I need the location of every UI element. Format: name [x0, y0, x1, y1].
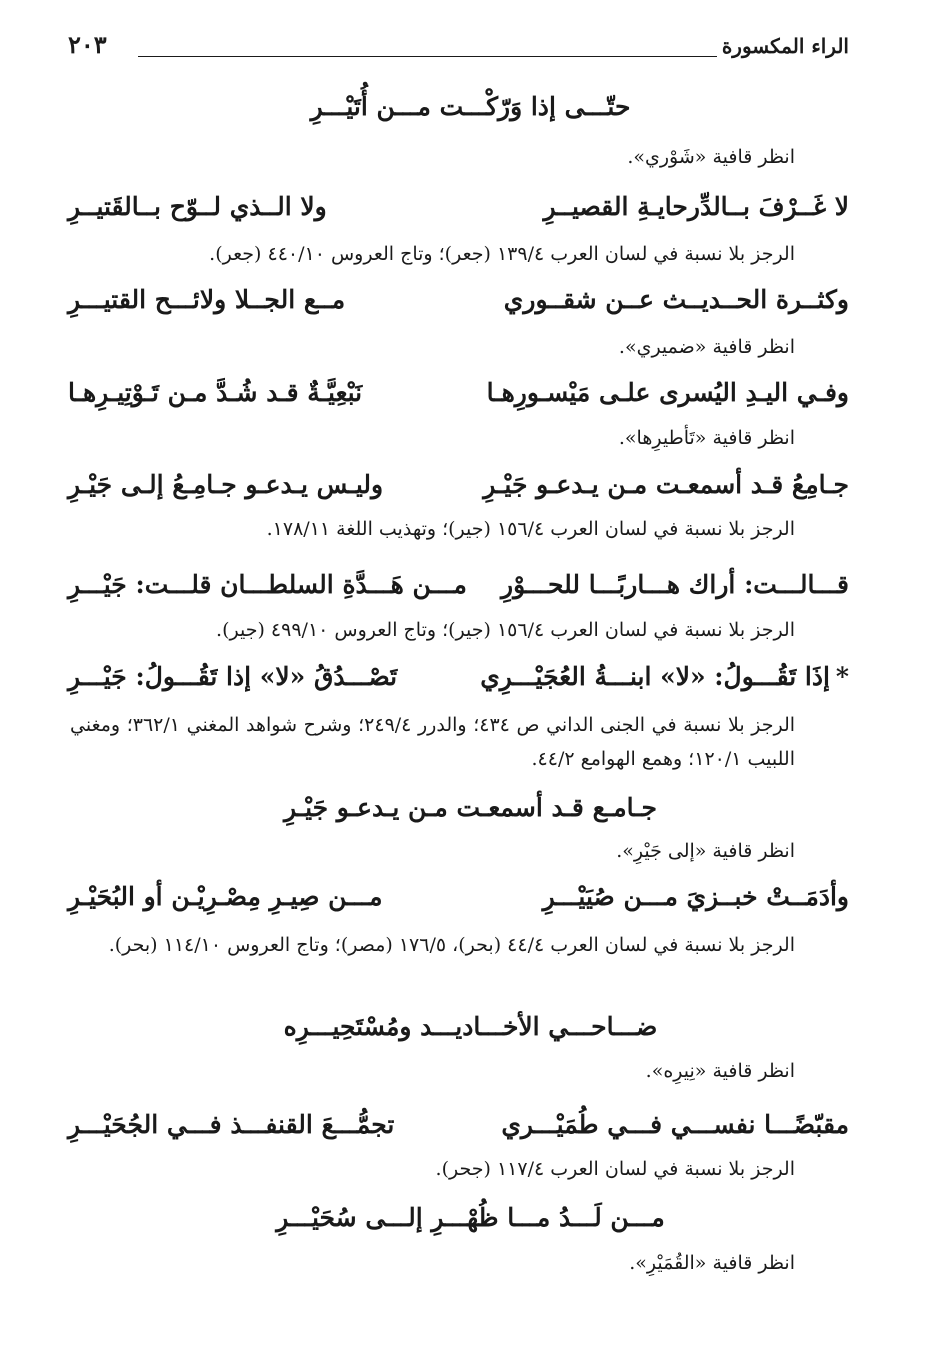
source-note	[70, 928, 795, 962]
second-hemistich: ولا الــذي لــوّح بــالقَتيــرِ	[68, 192, 327, 221]
verse-single	[0, 793, 941, 822]
chapter-title: الراء المكسورة	[721, 34, 849, 58]
note-text: الرجز بلا نسبة في لسان العرب ١٣٩/٤ (جعر)؛ وتاج العروس ٤٤٠/١٠ (جعر).	[209, 243, 795, 265]
running-header	[68, 30, 849, 66]
verse-couplet-starred	[68, 662, 849, 698]
verse-single	[0, 92, 941, 121]
verse-couplet	[68, 285, 849, 321]
first-hemistich: مقبّضًـــا نفســـي فـــي طُمَيْـــري	[501, 1110, 849, 1139]
note-text: الرجز بلا نسبة في الجنى الداني ص ٤٣٤؛ والدرر ٢٤٩/٤؛ وشرح شواهد المغني ٣٦٢/١؛ ومغني اللبيب ١٢٠/١؛ وهمع الهوامع ٤٤/٢.	[70, 714, 796, 770]
second-hemistich: نَبْعِيَّـةٌ قـد شُـدَّ مـن تَـوْتِيـرِهـا	[68, 378, 363, 407]
first-hemistich: وفـي اليـدِ اليُسرى علـى مَيْسـورِهـا	[486, 378, 849, 407]
second-hemistich: مــع الجــلا ولائـــح القتيـــرِ	[68, 285, 346, 314]
note-text: انظر قافية «القُمَيْرِ».	[629, 1252, 795, 1274]
verse-couplet	[68, 378, 849, 414]
asterisk-mark: *	[835, 662, 849, 691]
source-note	[70, 243, 795, 265]
cross-reference-note	[70, 1060, 795, 1082]
verse-text: جـامـع قـد أسمعـت مـن يـدعـو جَيْـرِ	[283, 793, 658, 822]
note-text: انظر قافية «إلى جَيْرِ».	[616, 840, 795, 862]
first-hemistich: جـامِعُ قـد أسمعـت مـن يـدعـو جَيْـرِ	[483, 470, 849, 499]
verse-single	[0, 1203, 941, 1232]
first-hemistich: وأدَمَــتْ خبــزيَ مـــن صُيَيْـــرِ	[542, 882, 849, 911]
source-note	[70, 708, 795, 776]
first-hemistich: لا غَــرْفَ بــالدِّرحايـةِ القصيــرِ	[543, 192, 849, 221]
note-text: الرجز بلا نسبة في لسان العرب ١٥٦/٤ (جير)؛ وتاج العروس ٤٩٩/١٠ (جير).	[216, 619, 795, 641]
source-note	[70, 619, 795, 641]
cross-reference-note	[70, 146, 795, 168]
second-hemistich: مـــن صِيـرِ مِصْـرِيْـن أو البُحَيْـرِ	[68, 882, 383, 911]
note-text: الرجز بلا نسبة في لسان العرب ١١٧/٤ (جحر).	[435, 1158, 795, 1180]
cross-reference-note	[70, 427, 795, 449]
source-note	[70, 1158, 795, 1180]
first-hemistich	[480, 662, 849, 691]
second-hemistich: تَصْـــدُقُ «لا» إذا تَقُـــولُ: جَيْـــرِ	[68, 662, 398, 691]
verse-text: ضـــاحـــي الأخـــاديـــد ومُسْتَحِيـــرِه	[283, 1012, 658, 1041]
header-rule	[138, 56, 717, 57]
verse-couplet	[68, 470, 849, 506]
source-note	[70, 518, 795, 540]
verse-couplet	[68, 1110, 849, 1146]
cross-reference-note	[70, 1252, 795, 1274]
note-text: انظر قافية «تَأطيرِها».	[618, 427, 795, 449]
second-hemistich: مـــن هَـــدَّةِ السلطـــان قلـــت: جَيْـــرِ	[68, 570, 467, 599]
verse-single	[0, 1012, 941, 1041]
first-hemistich: وكثــرة الحــديــث عــن شقــوري	[503, 285, 849, 314]
cross-reference-note	[70, 336, 795, 358]
page-number: ٢٠٣	[68, 30, 107, 59]
note-text: انظر قافية «نِيرِه».	[645, 1060, 795, 1082]
verse-text: مـــن لَـــدُ مـــا ظُهْـــرِ إلـــى سُحَيْـــرِ	[276, 1203, 665, 1232]
verse-couplet	[68, 192, 849, 228]
note-text: انظر قافية «ضميري».	[618, 336, 795, 358]
verse-couplet	[68, 570, 849, 606]
first-hemistich: قـــالـــت: أراك هـــاربًـــا للحـــوْرِ	[501, 570, 849, 599]
note-text: الرجز بلا نسبة في لسان العرب ١٥٦/٤ (جير)؛ وتهذيب اللغة ١٧٨/١١.	[266, 518, 795, 540]
hemistich-text: إذَا تَقُـــولُ: «لا» ابنـــةُ العُجَيْـــرِي	[480, 662, 830, 691]
note-text: انظر قافية «شَوْري».	[627, 146, 795, 168]
second-hemistich: تجمُّـــعَ القنفـــذ فـــي الجُحَيْـــرِ	[68, 1110, 395, 1139]
verse-text: حتّـــى إذا وَرّكْـــت مـــن أُتَيْـــرِ	[310, 92, 631, 121]
cross-reference-note	[70, 840, 795, 862]
verse-couplet	[68, 882, 849, 918]
second-hemistich: وليـس يـدعـو جـامِـعُ إلـى جَيْـرِ	[68, 470, 384, 499]
note-text: الرجز بلا نسبة في لسان العرب ٤٤/٤ (بحر)، ١٧٦/٥ (مصر)؛ وتاج العروس ١١٤/١٠ (بحر).	[108, 934, 795, 956]
